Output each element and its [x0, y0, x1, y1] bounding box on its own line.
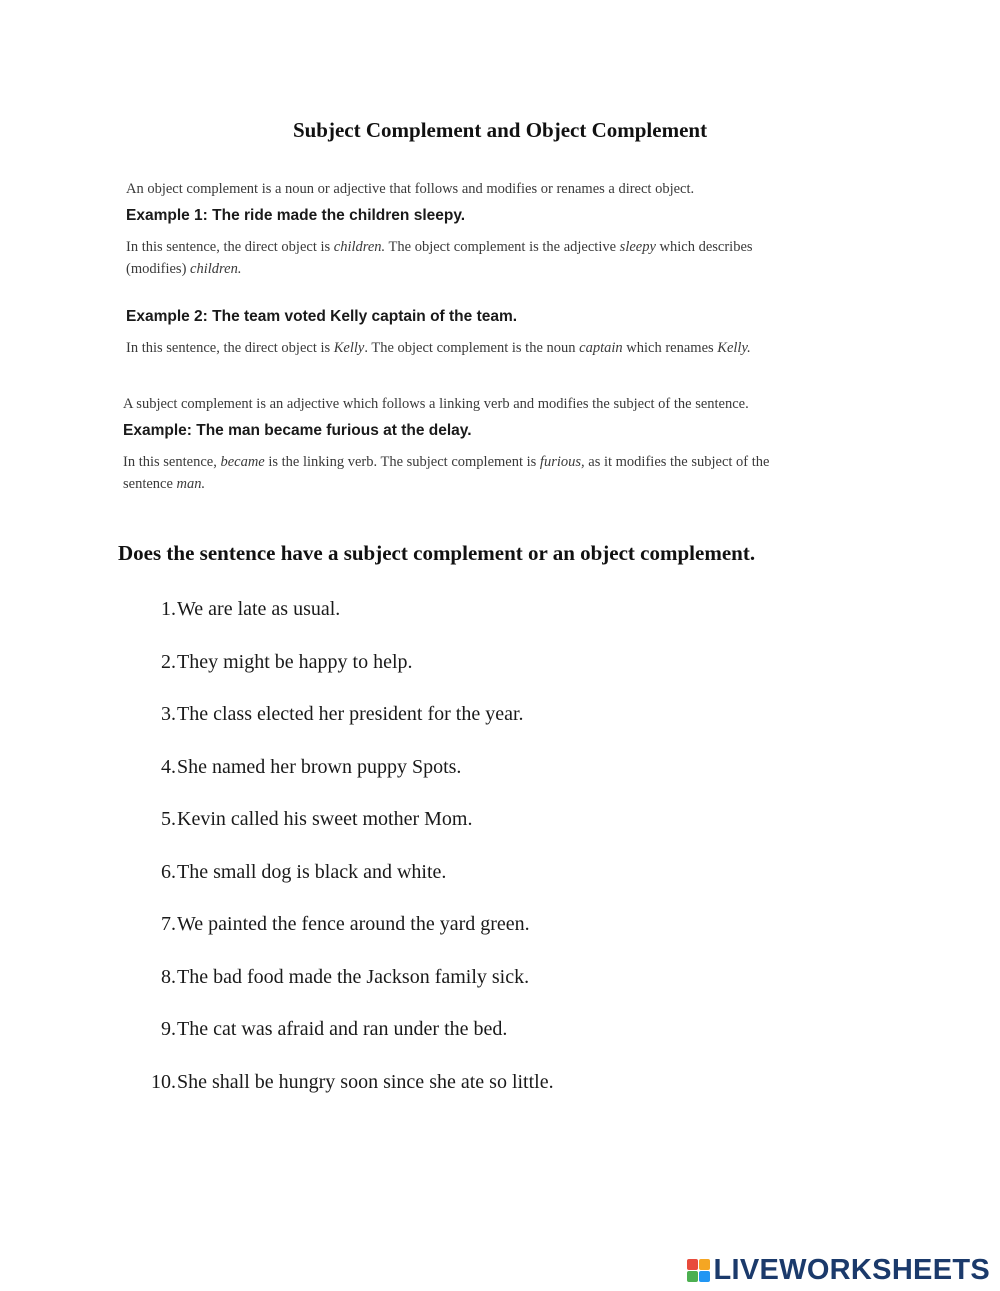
- list-item: [140, 1071, 554, 1124]
- item-text: The bad food made the Jackson family sick.: [177, 965, 530, 988]
- logo-text: LIVEWORKSHEETS: [713, 1254, 990, 1286]
- text-fragment: . The object complement is the noun: [364, 340, 580, 356]
- logo-mark-square: [699, 1259, 710, 1270]
- text-fragment: (modifies): [126, 261, 191, 277]
- item-number: 3.: [161, 703, 176, 725]
- list-item: [140, 756, 554, 809]
- text-fragment: which renames: [622, 340, 718, 356]
- item-text: They might be happy to help.: [177, 650, 413, 673]
- list-item: [140, 966, 554, 1019]
- list-item: [140, 861, 554, 914]
- logo-mark-square: [699, 1271, 710, 1282]
- logo-mark-square: [687, 1259, 698, 1270]
- italic-word: furious,: [539, 454, 585, 470]
- italic-word: became: [220, 454, 265, 470]
- italic-word: man.: [176, 476, 206, 492]
- text-fragment: The object complement is the adjective: [385, 239, 620, 255]
- subject-example-heading: Example: The man became furious at the delay.: [123, 422, 472, 439]
- item-text: The class elected her president for the year.: [177, 703, 524, 725]
- logo-mark-square: [687, 1271, 698, 1282]
- italic-word: captain: [579, 340, 623, 356]
- subject-complement-definition: A subject complement is an adjective which follows a linking verb and modifies the subject of the sentence.: [123, 396, 749, 412]
- item-number: 9.: [161, 1018, 176, 1040]
- example-2-heading: Example 2: The team voted Kelly captain of the team.: [126, 308, 518, 325]
- italic-word: children.: [190, 261, 242, 277]
- text-fragment: In this sentence, the direct object is: [126, 239, 334, 255]
- text-fragment: is the linking verb. The subject complement is: [264, 454, 540, 470]
- item-number: 1.: [161, 598, 176, 620]
- page-title: Subject Complement and Object Complement: [292, 118, 708, 142]
- text-fragment: which describes: [655, 239, 753, 255]
- italic-word: sleepy: [619, 239, 656, 255]
- item-text: She named her brown puppy Spots.: [177, 755, 462, 778]
- list-item: [140, 703, 554, 756]
- text-fragment: as it modifies the subject of the: [584, 454, 770, 470]
- item-text: We are late as usual.: [177, 598, 341, 620]
- text-fragment: In this sentence,: [123, 454, 221, 470]
- subject-example-explanation: [123, 451, 823, 495]
- question-heading: Does the sentence have a subject complement or an object complement.: [118, 541, 756, 565]
- example-1-heading: Example 1: The ride made the children sleepy.: [126, 207, 466, 224]
- item-text: She shall be hungry soon since she ate so little.: [177, 1070, 554, 1093]
- italic-word: children.: [333, 239, 386, 255]
- list-item: [140, 1018, 554, 1071]
- list-item: [140, 913, 554, 966]
- item-number: 5.: [161, 808, 176, 830]
- text-fragment: sentence: [123, 476, 177, 492]
- item-number: 8.: [161, 965, 176, 988]
- object-complement-definition: An object complement is a noun or adjective that follows and modifies or renames a direct object.: [126, 181, 695, 197]
- example-2-explanation: [126, 337, 751, 359]
- liveworksheets-logo: [687, 1254, 991, 1287]
- item-number: 6.: [161, 860, 176, 883]
- text-fragment: In this sentence, the direct object is: [126, 340, 334, 356]
- item-text: We painted the fence around the yard green.: [177, 913, 530, 935]
- item-number: 4.: [161, 755, 176, 778]
- list-item: [140, 808, 554, 861]
- item-text: The cat was afraid and ran under the bed.: [177, 1018, 508, 1040]
- list-item: [140, 651, 554, 704]
- item-text: Kevin called his sweet mother Mom.: [177, 808, 473, 830]
- example-1-explanation: [126, 236, 816, 280]
- item-text: The small dog is black and white.: [177, 860, 447, 883]
- logo-mark-icon: [687, 1259, 710, 1282]
- item-number: 10.: [151, 1070, 176, 1093]
- item-number: 2.: [161, 650, 176, 673]
- question-list: [140, 598, 554, 1123]
- list-item: [140, 598, 554, 651]
- item-number: 7.: [161, 913, 176, 935]
- italic-word: Kelly.: [717, 340, 751, 356]
- italic-word: Kelly: [333, 340, 365, 356]
